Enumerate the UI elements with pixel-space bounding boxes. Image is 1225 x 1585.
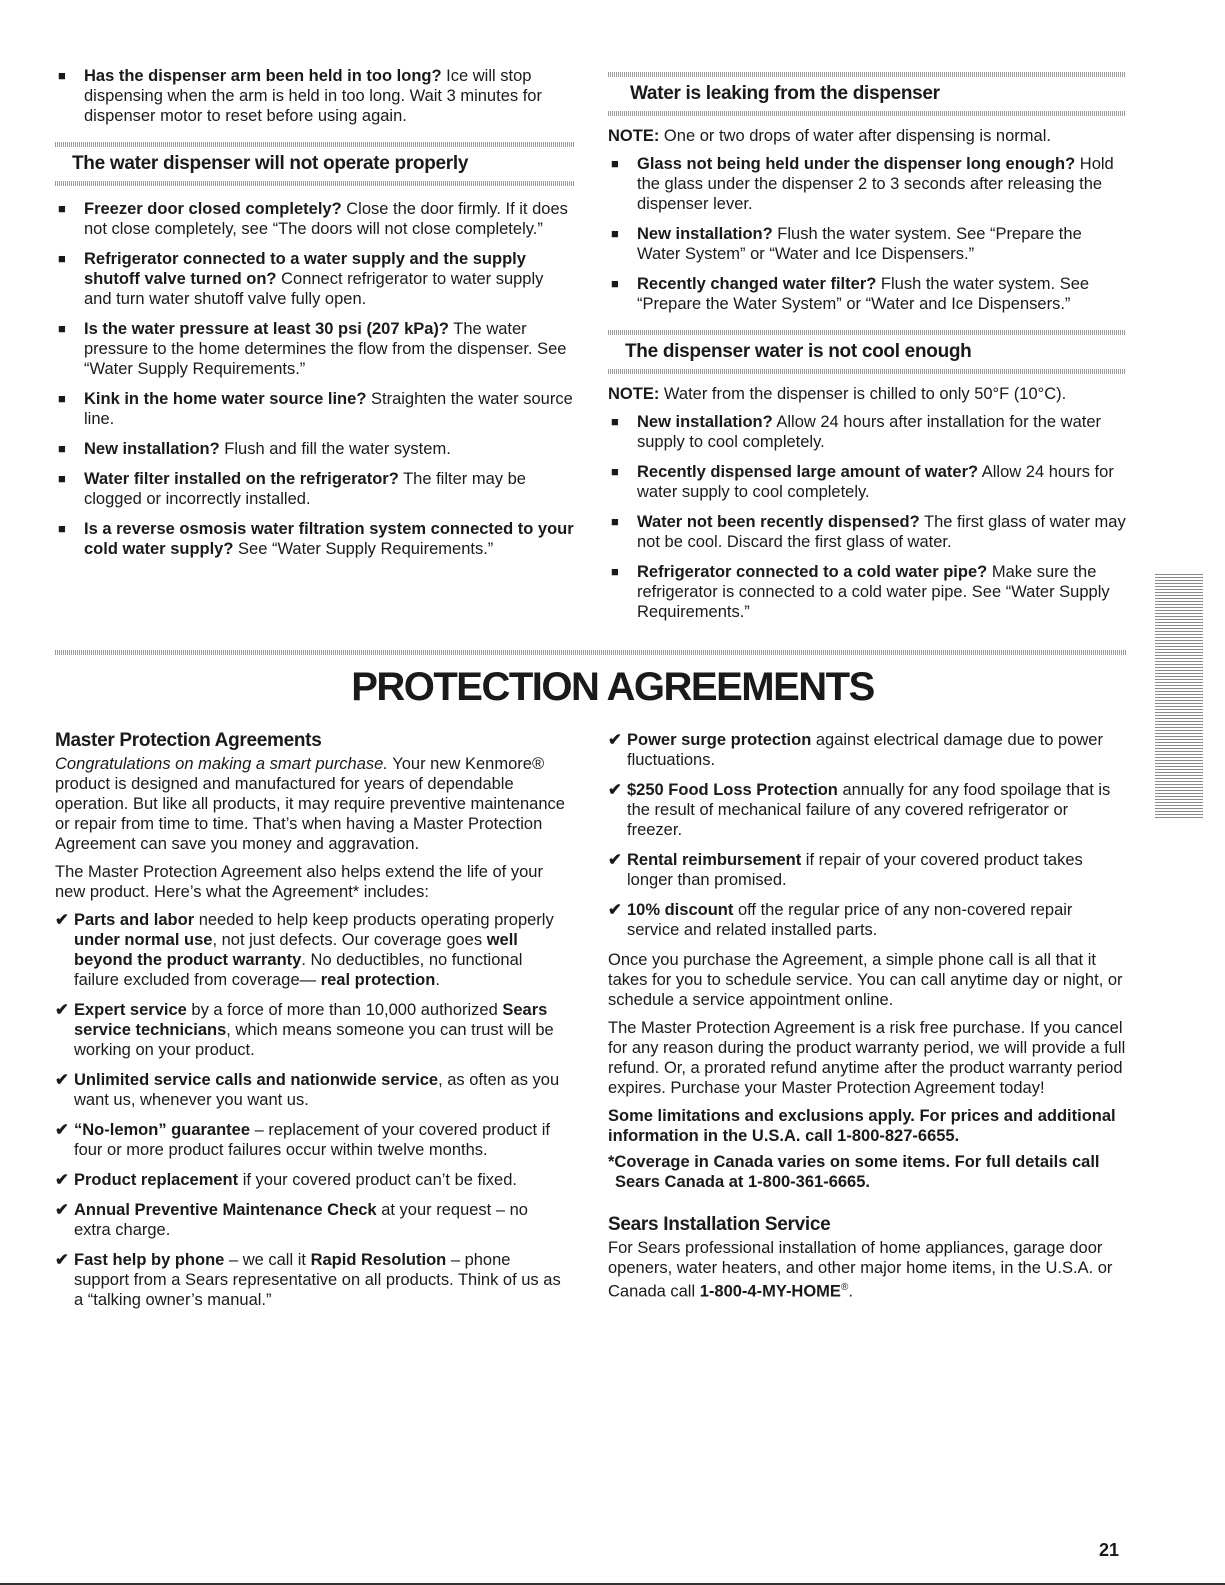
section-heading-leaking: Water is leaking from the dispenser (630, 83, 940, 104)
bullet-icon: ■ (611, 414, 619, 429)
list-item: ■ Recently changed water filter? Flush the water system. See “Prepare the Water System” or “Water and Ice Dispensers.” (611, 275, 1090, 313)
left-top-column (55, 66, 575, 569)
list-item: ■ Kink in the home water source line? Straighten the water source line. (58, 390, 573, 428)
check-icon: ✔ (608, 731, 622, 749)
language-tab-label (1153, 578, 1207, 823)
bullet-icon: ■ (611, 464, 619, 479)
master-intro: Congratulations on making a smart purchase. Your new Kenmore® product is designed and manufactured for years of dependable operation. But like all products, it may require preventive maintenance or repair from time to time. That’s when having a Master Protection Agreement can save you money and aggravation. (55, 755, 565, 853)
bullet-icon: ■ (611, 276, 619, 291)
check-item: ✔ Product replacement if your covered product can’t be fixed. (55, 1171, 517, 1189)
list-item: ■ Glass not being held under the dispenser long enough? Hold the glass under the dispenser 2 to 3 seconds after releasing the dispenser lever. (611, 155, 1114, 213)
check-icon: ✔ (55, 1201, 69, 1219)
bullet-icon: ■ (611, 514, 619, 529)
section-heading-water-dispenser: The water dispenser will not operate properly (72, 153, 469, 174)
list-item: ■ Water filter installed on the refrigerator? The filter may be clogged or incorrectly installed. (58, 470, 526, 508)
list-item: ■ New installation? Flush and fill the water system. (58, 440, 451, 458)
right-top-column (608, 72, 1126, 632)
check-icon: ✔ (55, 1171, 69, 1189)
canada-note: *Coverage in Canada varies on some items. For full details call Sears Canada at 1-800-361-6665. (608, 1153, 1100, 1191)
check-icon: ✔ (608, 851, 622, 869)
limitations-note: Some limitations and exclusions apply. For prices and additional information in the U.S.A. call 1-800-827-6655. (608, 1107, 1116, 1145)
bullet-icon: ■ (58, 321, 66, 336)
left-bottom-column (55, 730, 567, 1320)
language-tab (1155, 573, 1203, 818)
bullet-icon: ■ (58, 471, 66, 486)
bullet-dispenser-arm: ■ Has the dispenser arm been held in too long? Ice will stop dispensing when the arm is held in too long. Wait 3 minutes for dispenser motor to reset before using again. (58, 67, 542, 125)
check-item: ✔ Parts and labor needed to help keep products operating properly under normal use, not just defects. Our coverage goes well beyond the product warranty. No deductibles, no functional failure excluded from coverage— real protection. (55, 911, 554, 989)
check-item: ✔ Fast help by phone – we call it Rapid Resolution – phone support from a Sears representative on all products. Think of us as a “talking owner’s manual.” (55, 1251, 561, 1309)
bullet-icon: ■ (611, 156, 619, 171)
bullet-icon: ■ (58, 201, 66, 216)
bullet-icon: ■ (58, 521, 66, 536)
list-item: ■ Recently dispensed large amount of water? Allow 24 hours for water supply to cool completely. (611, 463, 1114, 501)
page-divider-rule (55, 650, 1126, 655)
check-item: ✔ $250 Food Loss Protection annually for any food spoilage that is the result of mechanical failure of any covered refrigerator or freezer. (608, 781, 1111, 839)
note-cool: NOTE: Water from the dispenser is chilled to only 50°F (10°C). (608, 385, 1067, 403)
master-para3: Once you purchase the Agreement, a simple phone call is all that it takes for you to schedule service. You can call anytime day or night, or schedule a service appointment online. (608, 951, 1123, 1009)
master-para2: The Master Protection Agreement also helps extend the life of your new product. Here’s what the Agreement* includes: (55, 863, 543, 901)
check-icon: ✔ (55, 1001, 69, 1019)
bullet-icon: ■ (611, 226, 619, 241)
bullet-icon: ■ (58, 391, 66, 406)
bullet-icon: ■ (58, 68, 66, 83)
bullet-icon: ■ (58, 251, 66, 266)
master-para4: The Master Protection Agreement is a risk free purchase. If you cancel for any reason during the product warranty period, we will provide a full refund. Or, a prorated refund anytime after the product warranty period expires. Purchase your Master Protection Agreement today! (608, 1019, 1126, 1097)
list-item: ■ Refrigerator connected to a cold water pipe? Make sure the refrigerator is connected to a cold water pipe. See “Water Supply Requirements.” (611, 563, 1110, 621)
list-item: ■ Water not been recently dispensed? The first glass of water may not be cool. Discard the first glass of water. (611, 513, 1126, 551)
page-number: 21 (1099, 1540, 1120, 1560)
note-leak: NOTE: One or two drops of water after dispensing is normal. (608, 127, 1051, 145)
check-icon: ✔ (55, 1071, 69, 1089)
list-item: ■ New installation? Allow 24 hours after installation for the water supply to cool completely. (611, 413, 1102, 451)
list-item: ■ Refrigerator connected to a water supply and the supply shutoff valve turned on? Connect refrigerator to water supply and turn water shutoff valve fully open. (58, 250, 544, 308)
check-icon: ✔ (55, 1121, 69, 1139)
list-item: ■ Is a reverse osmosis water filtration system connected to your cold water supply? See “Water Supply Requirements.” (58, 520, 574, 558)
check-icon: ✔ (608, 901, 622, 919)
section-heading-not-cool: The dispenser water is not cool enough (625, 341, 972, 362)
check-item: ✔ Unlimited service calls and nationwide service, as often as you want us, whenever you want us. (55, 1071, 560, 1109)
install-text: For Sears professional installation of home appliances, garage door openers, water heaters, and other major home items, in the U.S.A. or Canada call 1-800-4-MY-HOME®. (608, 1239, 1113, 1301)
check-icon: ✔ (608, 781, 622, 799)
install-heading: Sears Installation Service (608, 1214, 831, 1235)
bullet-icon: ■ (611, 564, 619, 579)
check-item: ✔ Annual Preventive Maintenance Check at your request – no extra charge. (55, 1201, 528, 1239)
check-icon: ✔ (55, 1251, 69, 1269)
check-icon: ✔ (55, 911, 69, 929)
check-item: ✔ “No-lemon” guarantee – replacement of your covered product if four or more product failures occur within twelve months. (55, 1121, 550, 1159)
right-bottom-column (608, 730, 1126, 1310)
check-item: ✔ 10% discount off the regular price of any non-covered repair service and related installed parts. (608, 901, 1073, 939)
list-item: ■ New installation? Flush the water system. See “Prepare the Water System” or “Water and Ice Dispensers.” (611, 225, 1082, 263)
list-item: ■ Is the water pressure at least 30 psi (207 kPa)? The water pressure to the home determines the flow from the dispenser. See “Water Supply Requirements.” (58, 320, 567, 378)
check-item: ✔ Expert service by a force of more than 10,000 authorized Sears service technicians, which means someone you can trust will be working on your product. (55, 1001, 554, 1059)
check-item: ✔ Rental reimbursement if repair of your covered product takes longer than promised. (608, 851, 1083, 889)
page-title: PROTECTION AGREEMENTS (351, 665, 874, 709)
bullet-icon: ■ (58, 441, 66, 456)
check-item: ✔ Power surge protection against electrical damage due to power fluctuations. (608, 731, 1103, 769)
list-item: ■ Freezer door closed completely? Close the door firmly. If it does not close completely, see “The doors will not close completely.” (58, 200, 568, 238)
master-heading: Master Protection Agreements (55, 730, 322, 751)
